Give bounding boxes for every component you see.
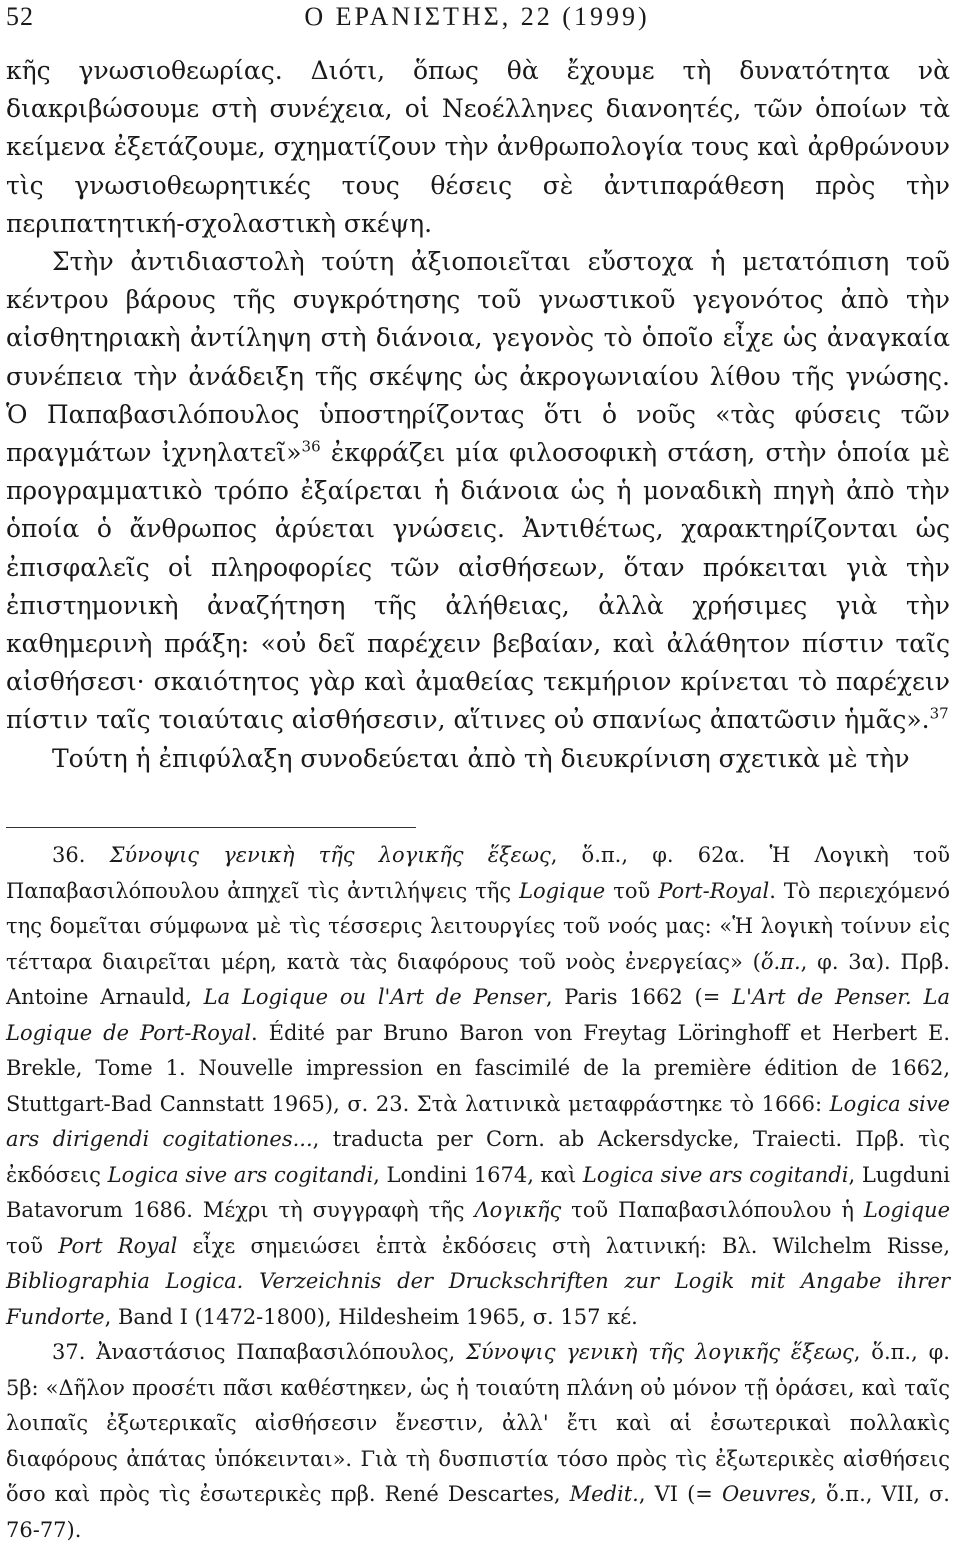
footnotes	[6, 838, 950, 1548]
fn36-text: εἶχε σημειώσει ἑπτὰ ἐκδόσεις στὴ λατινική: Βλ. Wilchelm Risse,	[177, 1233, 950, 1258]
fn37-italic: Oeuvres	[721, 1482, 811, 1506]
fn36-text: τοῦ	[6, 1233, 59, 1258]
fn36-italic: L'Art de Penser. La Logique de Port-Royal	[6, 985, 950, 1045]
fn36-italic: Λογικῆς	[474, 1198, 562, 1222]
footnote-separator	[6, 827, 416, 828]
fn36-italic: Port-Royal	[658, 878, 770, 903]
fn36-text: , Londini 1674, καὶ	[373, 1162, 583, 1187]
fn37-text: Ἀναστάσιος Παπαβασιλόπουλος,	[85, 1340, 467, 1364]
paragraph-2-part-a: Στὴν ἀντιδιαστολὴ τούτη ἀξιοποιεῖται εὔστοχα ἡ μετατόπιση τοῦ κέντρου βάρους τῆς συγκρότησης τοῦ γνωστικοῦ γεγονότος ἀπὸ τὴν αἰσθητηριακὴ ἀντίληψη στὴ διάνοια, γεγονὸς τὸ ὁποῖο εἶχε ὡς ἀναγκαία συνέπεια τὴν ἀνάδειξη τῆς σκέψης ὡς ἀκρογωνιαίου λίθου τῆς γνώσης. Ὁ Παπαβασιλόπουλος ὑποστηρίζοντας ὅτι ὁ νοῦς «τὰς φύσεις τῶν πραγμάτων ἰχνηλατεῖ»	[6, 247, 950, 468]
fn36-italic: Logica sive ars cogitandi	[107, 1162, 374, 1187]
footnote-36	[6, 838, 950, 1335]
fn36-text: , Band I (1472-1800), Hildesheim 1965, σ. 157 κέ.	[104, 1304, 638, 1329]
paragraph-1: κῆς γνωσιοθεωρίας. Διότι, ὅπως θὰ ἔχουμε τὴ δυνατότητα νὰ διακριβώσουμε στὴ συνέχεια, οἱ Νεοέλληνες διανοητές, τῶν ὁποίων τὰ κείμενα ἐξετάζουμε, σχηματίζουν τὴν ἀνθρωπολογία τους καὶ ἀρθρώνουν τὶς γνωσιοθεωρητικές τους θέσεις σὲ ἀντιπαράθεση πρὸς τὴν περιπατητική-σχολαστικὴ σκέψη.	[6, 56, 950, 238]
running-header	[6, 2, 948, 42]
footnote-ref-36[interactable]: 36	[301, 437, 321, 456]
main-text	[6, 52, 950, 778]
running-title: Ο ΕΡΑΝΙΣΤΗΣ, 22 (1999)	[304, 2, 650, 31]
page-number: 52	[6, 2, 34, 31]
fn36-italic: Bibliographia Logica. Verzeichnis der Druckschriften zur Logik mit Angabe ihrer Fundorte	[6, 1269, 950, 1329]
fn36-italic: Logica sive ars dirigendi cogitationes...	[6, 1091, 950, 1151]
fn36-text: , ὅ.π., φ. 62α. Ἡ Λογικὴ τοῦ Παπαβασιλόπουλου ἀπηχεῖ τὶς ἀντιλήψεις τῆς	[6, 843, 950, 903]
fn36-text: , φ. 3α). Πρβ. Antoine Arnauld,	[6, 949, 950, 1009]
fn37-title: Σύνοψις γενικὴ τῆς λογικῆς ἕξεως	[466, 1340, 854, 1364]
fn37-text: , ὅ.π., φ. 5β: «Δῆλον προσέτι πᾶσι καθέστηκεν, ὡς ἡ τοιαύτη πλάνη οὐ μόνον τῇ ὁράσει, καὶ ταῖς λοιπαῖς ἐξωτερικαῖς αἰσθήσεσιν ἔνεστιν, ἀλλ' ἔτι καὶ αἱ ἐσωτερικαὶ πολλακὶς διαφόρους ἀπάτας ὑπόκεινται». Γιὰ τὴ δυσπιστία τόσο πρὸς τὶς ἐξωτερικὲς αἰσθήσεις ὅσο καὶ πρὸς τὶς ἐσωτερικὲς πρβ. René Descartes,	[6, 1340, 950, 1506]
footnote-37	[6, 1335, 950, 1548]
paragraph-3: Τούτη ἡ ἐπιφύλαξη συνοδεύεται ἀπὸ τὴ διευκρίνιση σχετικὰ μὲ τὴν	[52, 743, 910, 773]
fn36-italic: La Logique ou l'Art de Penser	[203, 985, 546, 1009]
paragraph-2	[6, 243, 950, 740]
fn36-italic: Port Royal	[58, 1233, 178, 1258]
fn36-text: , Lugduni Batavorum 1686. Μέχρι τὴ συγγραφὴ τῆς	[6, 1162, 950, 1222]
fn36-italic: ὅ.π.	[760, 949, 801, 974]
fn36-italic: Logique	[519, 878, 606, 903]
fn37-text: , ὅ.π., VII, σ. 76-77).	[6, 1482, 950, 1542]
footnote-ref-37[interactable]: 37	[929, 705, 949, 724]
fn37-text: , VI (=	[638, 1482, 722, 1506]
fn37-italic: Medit.	[569, 1482, 639, 1506]
fn36-title: Σύνοψις γενικὴ τῆς λογικῆς ἕξεως	[109, 843, 551, 867]
fn36-text: τοῦ	[605, 878, 659, 903]
fn36-text: , Paris 1662 (=	[545, 985, 733, 1009]
footnote-37-number: 37.	[52, 1340, 86, 1364]
fn36-italic: Logique	[863, 1198, 951, 1222]
paragraph-2-part-b: ἐκφράζει μία φιλοσοφικὴ στάση, στὴν ὁποία μὲ προγραμματικὸ τρόπο ἐξαίρεται ἡ διάνοια ὡς ἡ μοναδικὴ πηγὴ ἀπὸ τὴν ὁποία ὁ ἄνθρωπος ἀρύεται γνώσεις. Ἀντιθέτως, χαρακτηρίζονται ὡς ἐπισφαλεῖς οἱ πληροφορίες τῶν αἰσθήσεων, ὅταν πρόκειται γιὰ τὴν ἐπιστημονικὴ ἀναζήτηση τῆς ἀλήθειας, ἀλλὰ χρήσιμες γιὰ τὴν καθημερινὴ πράξη: «οὐ δεῖ παρέχειν βεβαίαν, καὶ ἀλάθητον πίστιν ταῖς αἰσθήσεσι· σκαιότητος γὰρ καὶ ἀμαθείας τεκμήριον κρίνεται τὸ παρέχειν πίστιν ταῖς τοιαύταις αἰσθήσεσιν, αἵτινες οὐ σπανίως ἀπατῶσιν ἡμᾶς».	[6, 438, 950, 735]
fn36-italic: Logica sive ars cogitandi	[582, 1162, 849, 1187]
fn36-text: . Édité par Bruno Baron von Freytag Löringhoff et Herbert E. Brekle, Tome 1. Nouvelle impression en fascimilé de la première édition de 1662, Stuttgart-Bad Cannstatt 1965), σ. 23. Στὰ λατινικὰ μεταφράστηκε τὸ 1666:	[6, 1020, 950, 1116]
fn36-text: . Τὸ περιεχόμενό της δομεῖται σύμφωνα μὲ τὶς τέσσερις λειτουργίες τοῦ νοός μας: «Ἡ λογικὴ τοίνυν εἰς τέτταρα διαιρεῖται μέρη, κατὰ τὰς διαφόρους τοῦ νοὸς ἐνεργείας» (	[6, 878, 950, 974]
fn36-text: , traducta per Corn. ab Ackersdycke, Traiecti. Πρβ. τὶς ἐκδόσεις	[6, 1127, 951, 1187]
footnote-36-number: 36.	[52, 843, 86, 867]
fn36-text: τοῦ Παπαβασιλόπουλου ἡ	[561, 1198, 864, 1222]
